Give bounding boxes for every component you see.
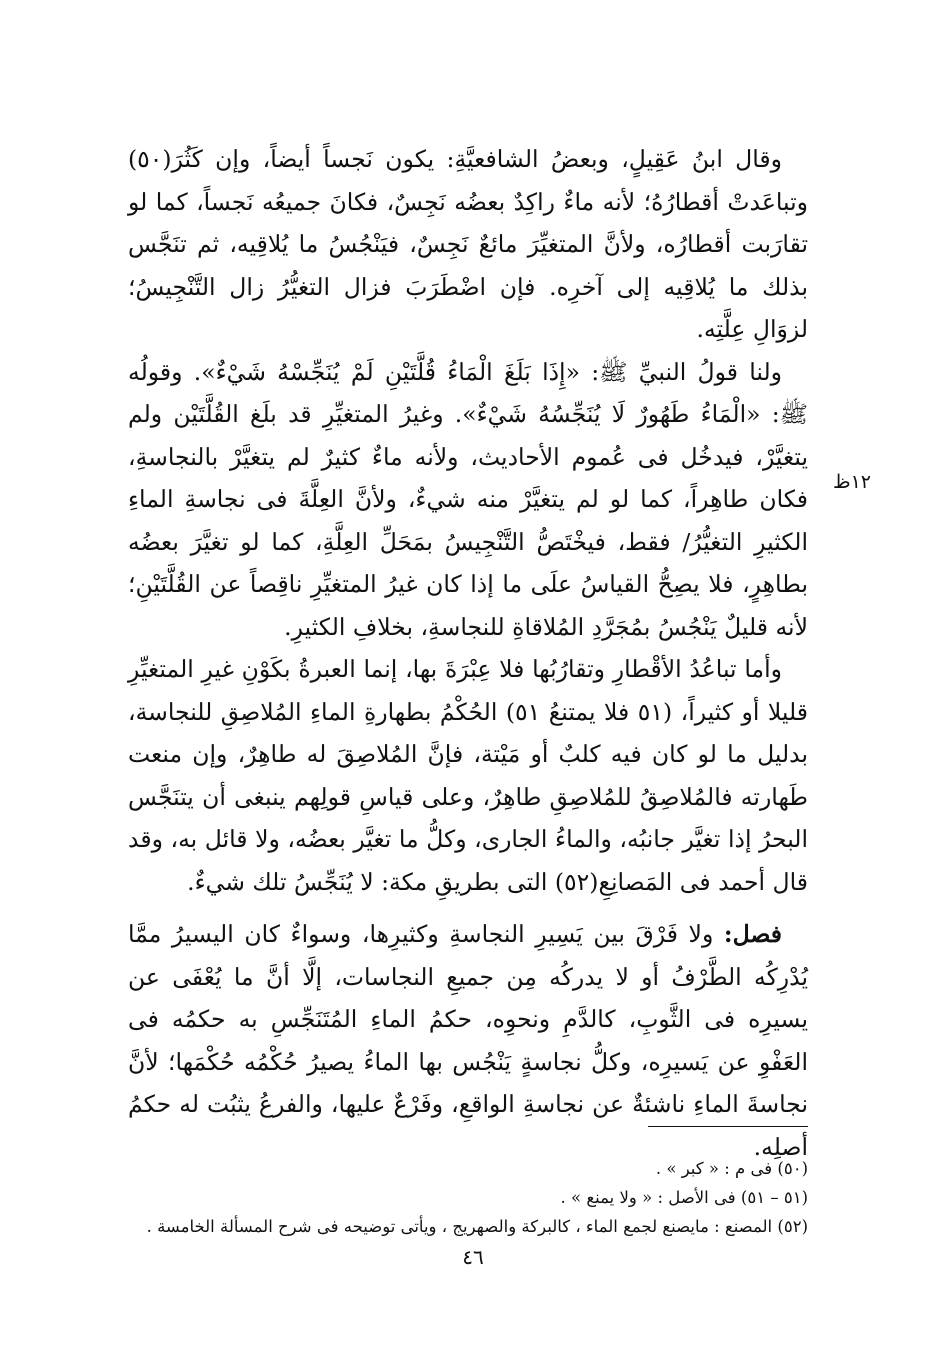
page-number: ٤٦ — [462, 1245, 484, 1269]
main-text — [128, 138, 808, 1168]
footnote-50: (٥٠) فى م : « كبر » . — [655, 1159, 808, 1178]
footnote-separator — [648, 1126, 808, 1127]
fasl-text: ولا فَرْقَ بين يَسِيرِ النجاسةِ وكثيرِها، وسواءٌ كان اليسيرُ ممَّا يُدْرِكُه الطَّرْفُ أو لا يدركُه مِن جميعِ النجاسات، إلَّا أنَّ ما يُعْفَى عن يسيرِه فى الثَّوبِ، كالدَّمِ ونحوِه، حكمُ الماءِ المُتَنَجِّسِ به حكمُه فى العَفْوِ عن يَسيرِه، وكلُّ نجاسةٍ يَنْجُس بها الماءُ يصيرُ حُكْمُه حُكْمَها؛ لأنَّ نجاسةَ الماءِ ناشئةٌ عن نجاسةِ الواقعِ، وفَرْعٌ عليها، والفرعُ يثبُت له حكمُ أصلِه. — [128, 920, 808, 1161]
footnote-52: (٥٢) المصنع : مايصنع لجمع الماء ، كالبركة والصهريج ، ويأتى توضيحه فى شرح المسألة الخامسة . — [146, 1217, 808, 1236]
paragraph-3: وأما تباعُدُ الأقْطارِ وتقارُبُها فلا عِبْرَةَ بها، إنما العبرةُ بكَوْنِ غيرِ المتغيِّرِ قليلا أو كثيراً، (٥١ فلا يمتنعُ ٥١) الحُكْمُ بطهارةِ الماءِ المُلاصِقِ للنجاسة، بدليل ما لو كان فيه كلبٌ أو مَيْتة، فإنَّ المُلاصِقَ له طاهِرٌ، وإن منعت طَهارته فالمُلاصِقُ للمُلاصِقِ طاهِرٌ، وعلى قياسِ قولِهم ينبغى أن يتنَجَّس البحرُ إذا تغيَّر جانبُه، والماءُ الجارى، وكلُّ ما تغيَّر بعضُه، ولا قائل به، وقد قال أحمد فى المَصانِعِ(٥٢) التى بطريقِ مكة: لا يُنَجِّسُ تلك شيءٌ. — [128, 655, 808, 896]
paragraph-2: ولنا قولُ النبيِّ ﷺ: «إِذَا بَلَغَ الْمَاءُ قُلَّتَيْنِ لَمْ يُنَجِّسْهُ شَيْءٌ». وقولُه ﷺ: «الْمَاءُ طَهُورٌ لَا يُنَجِّسُهُ شَيْءٌ». وغيرُ المتغيِّرِ قد بلَغ القُلَّتَيْن ولم يتغيَّرْ، فيدخُل فى عُموم الأحاديث، ولأنه ماءٌ كثيرٌ لم يتغيَّرْ بالنجاسةِ، فكان طاهِراً، كما لو لم يتغيَّرْ منه شيءٌ، ولأنَّ العِلَّةَ فى نجاسةِ الماءِ الكثيرِ التغيُّرُ/ فقط، فيخْتَصُّ التَّنْجِيسُ بمَحَلِّ العِلَّةِ، كما لو تغيَّرَ بعضُه بطاهِرٍ، فلا يصِحُّ القياسُ علَى ما إذا كان غيرُ المتغيِّرِ ناقِصاً عن القُلَّتَيْنِ؛ لأنه قليلٌ يَنْجُسُ بمُجَرَّدِ المُلاقاةِ للنجاسةِ، بخلافِ الكثيرِ. — [128, 357, 808, 641]
fasl-paragraph — [128, 913, 808, 1168]
fasl-label: فصل: — [723, 920, 782, 948]
paragraph-1: وقال ابنُ عَقِيلٍ، وبعضُ الشافعيَّةِ: يكون نَجساً أيضاً، وإن كَثُرَ(٥٠) وتباعَدتْ أقطارُهُ؛ لأنه ماءٌ راكِدٌ بعضُه نَجِسٌ، فكانَ جميعُه نَجساً، كما لو تقارَبت أقطارُه، ولأنَّ المتغيِّرَ مائعٌ نَجِسٌ، فيَنْجُسُ ما يُلاقِيه، ثم تنَجَّس بذلك ما يُلاقِيه إلى آخرِه. فإن اضْطَرَبَ فزال التغيُّرُ زال التَّنْجِيسُ؛ لزوَالِ عِلَّتِه. — [128, 145, 808, 343]
footnote-51: (٥١ – ٥١) فى الأصل : « ولا يمنع » . — [560, 1188, 808, 1207]
footnotes — [128, 1154, 808, 1241]
manuscript-folio-marker: ١٢ظ — [833, 471, 871, 493]
